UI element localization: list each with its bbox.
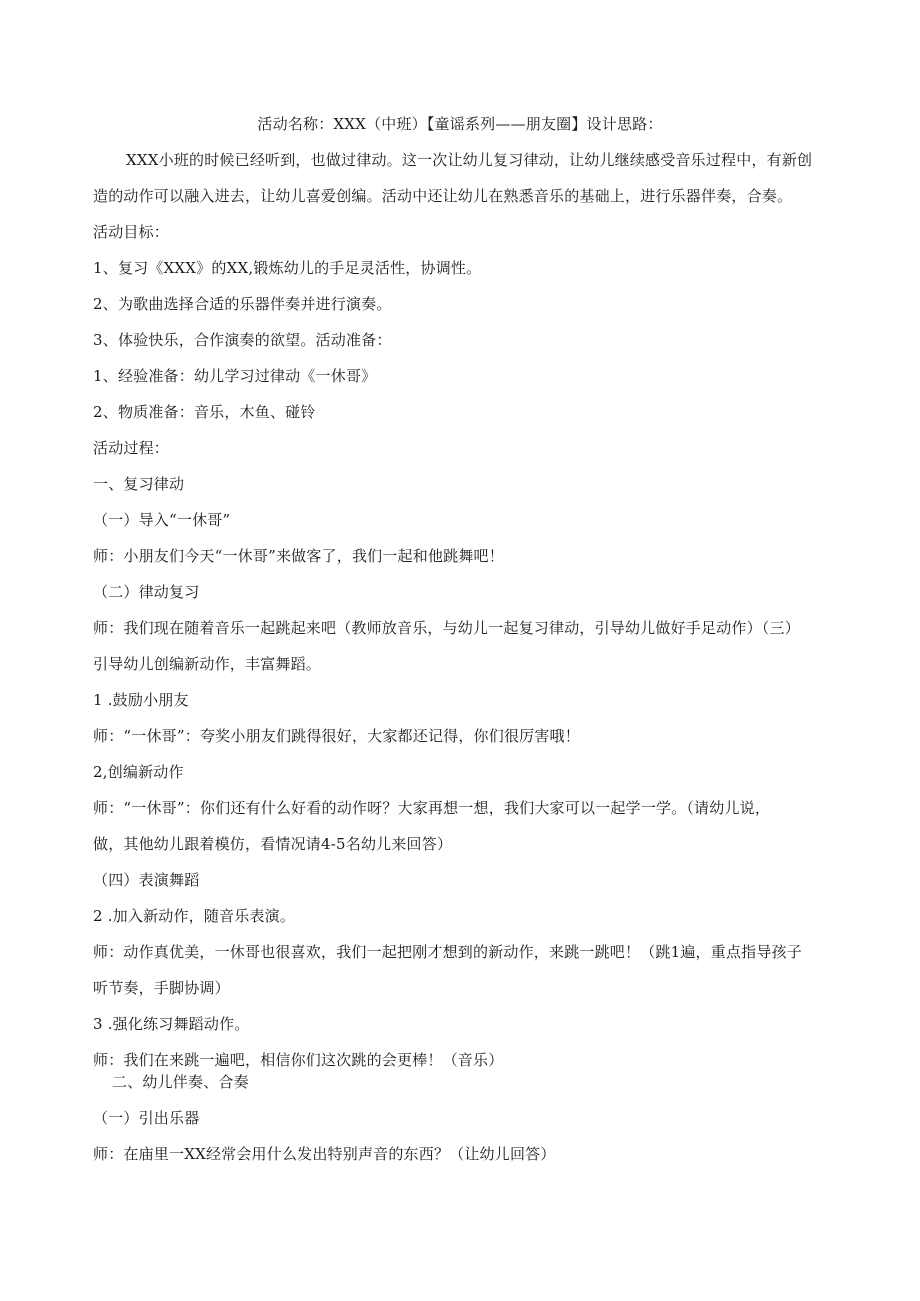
paragraph-line: 师：“一休哥”：你们还有什么好看的动作呀？大家再想一想，我们大家可以一起学一学。（请幼儿说，	[93, 799, 771, 817]
paragraph-line: 1、复习《XXX》的XX,锻炼幼儿的手足灵活性，协调性。	[93, 259, 482, 277]
paragraph-line: 2、为歌曲选择合适的乐器伴奏并进行演奏。	[93, 295, 392, 313]
section-heading: 二、幼儿伴奏、合奏	[112, 1073, 249, 1091]
subsection-heading: （一）导入“一休哥”	[93, 511, 231, 529]
subsection-heading: （二）律动复习	[93, 583, 200, 601]
paragraph-line: 师：“一休哥”：夸奖小朋友们跳得很好，大家都还记得，你们很厉害哦！	[93, 727, 580, 745]
list-item: 2 .加入新动作，随音乐表演。	[93, 907, 296, 925]
list-item: 3 .强化练习舞蹈动作。	[93, 1015, 250, 1033]
paragraph-line: 造的动作可以融入进去，让幼儿喜爱创编。活动中还让幼儿在熟悉音乐的基础上，进行乐器伴奏，合奏。	[93, 187, 793, 205]
paragraph-line: 引导幼儿创编新动作，丰富舞蹈。	[93, 655, 322, 673]
subsection-heading: （四）表演舞蹈	[93, 871, 200, 889]
section-heading: 活动目标：	[93, 223, 170, 241]
paragraph-line: 3、体验快乐，合作演奏的欲望。活动准备：	[93, 331, 392, 349]
list-item: 2,创编新动作	[93, 763, 184, 781]
paragraph-line: XXX小班的时候已经听到，也做过律动。这一次让幼儿复习律动，让幼儿继续感受音乐过程中，有新创	[126, 151, 813, 169]
paragraph-line: 做，其他幼儿跟着模仿，看情况请4-5名幼儿来回答）	[93, 835, 453, 853]
section-heading: 活动过程：	[93, 439, 170, 457]
list-item: 1 .鼓励小朋友	[93, 691, 189, 709]
paragraph-line: 师：动作真优美，一休哥也很喜欢，我们一起把刚才想到的新动作，来跳一跳吧！（跳1遍，重点指导孩子	[93, 943, 802, 961]
paragraph-line: 1、经验准备：幼儿学习过律动《一休哥》	[93, 367, 377, 385]
paragraph-line: 师：我们在来跳一遍吧，相信你们这次跳的会更棒！（音乐）	[93, 1051, 504, 1069]
paragraph-line: 师：小朋友们今天“一休哥”来做客了，我们一起和他跳舞吧！	[93, 547, 504, 565]
paragraph-line: 师：我们现在随着音乐一起跳起来吧（教师放音乐，与幼儿一起复习律动，引导幼儿做好手足动作）（三）	[93, 619, 800, 637]
section-heading: 一、复习律动	[93, 475, 185, 493]
subsection-heading: （一）引出乐器	[93, 1109, 200, 1127]
document-title: 活动名称：XXX（中班）【童谣系列——朋友圈】设计思路：	[257, 115, 663, 133]
paragraph-line: 2、物质准备：音乐，木鱼、碰铃	[93, 403, 316, 421]
paragraph-line: 听节奏，手脚协调）	[93, 979, 230, 997]
paragraph-line: 师：在庙里一XX经常会用什么发出特别声音的东西？（让幼儿回答）	[93, 1145, 556, 1163]
